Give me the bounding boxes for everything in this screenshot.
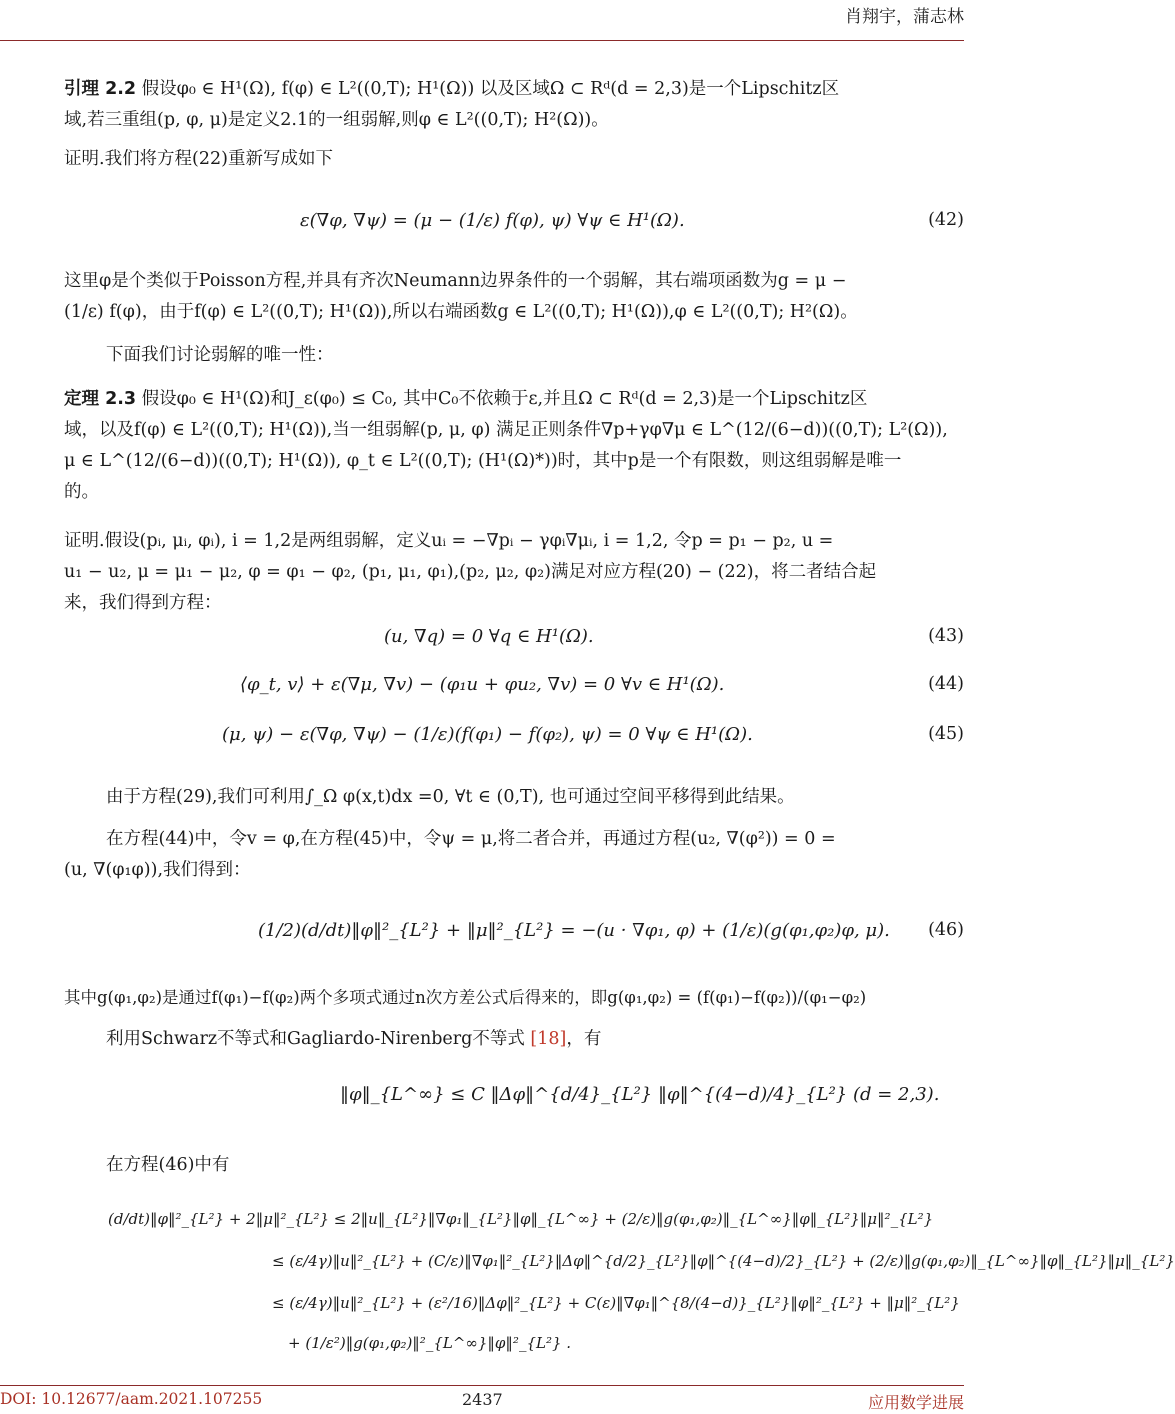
equation-45-number: (45) — [928, 724, 964, 744]
lemma-label: 引理 2.2 — [64, 79, 137, 99]
theorem-line-4: 的。 — [64, 482, 99, 502]
lemma-line-2: 域,若三重组(p, φ, μ)是定义2.1的一组弱解,则φ ∈ L²((0,T); H²(Ω))。 — [64, 110, 609, 130]
footer-rule — [0, 1385, 964, 1386]
gagliardo-text-end: ，有 — [566, 1029, 602, 1049]
lemma-2-2 — [64, 74, 964, 136]
theorem-line-2: 域，以及f(φ) ∈ L²((0,T); H¹(Ω)),当一组弱解(p, μ, φ) 满足正则条件∇p+γφ∇μ ∈ L^(12/(6−d))((0,T); L²(Ω)), — [64, 420, 948, 440]
theorem-label: 定理 2.3 — [64, 389, 137, 409]
inequality-chain-line-4: + (1/ε²)‖g(φ₁,φ₂)‖²_{L^∞}‖φ‖²_{L²} . — [288, 1334, 572, 1352]
theorem-line-3: μ ∈ L^(12/(6−d))((0,T); H¹(Ω)), φ_t ∈ L²((0,T); (H¹(Ω)*))时，其中p是一个有限数，则这组弱解是唯一 — [64, 451, 902, 471]
footer-doi[interactable]: DOI: 10.12677/aam.2021.107255 — [0, 1390, 263, 1408]
equation-46-number: (46) — [928, 920, 964, 940]
paragraph-translation: 由于方程(29),我们可利用∫_Ω φ(x,t)dx =0, ∀t ∈ (0,T), 也可通过空间平移得到此结果。 — [106, 787, 795, 807]
paragraph-g-definition: 其中g(φ₁,φ₂)是通过f(φ₁)−f(φ₂)两个多项式通过n次方差公式后得来的，即g(φ₁,φ₂) = (f(φ₁)−f(φ₂))/(φ₁−φ₂) — [64, 988, 867, 1007]
paragraph-in-eq-46: 在方程(46)中有 — [106, 1155, 230, 1175]
paragraph-combine-line-2: (u, ∇(φ₁φ)),我们得到： — [64, 860, 251, 880]
proof-1-intro: 证明.我们将方程(22)重新写成如下 — [64, 149, 333, 169]
inequality-chain-line-2: ≤ (ε/4γ)‖u‖²_{L²} + (C/ε)‖∇φ₁‖²_{L²}‖Δφ‖^{d/2}_{L²}‖φ‖^{(4−d)/2}_{L²} + (2/ε)‖g(φ₁,φ₂)‖_{L^∞}‖φ‖_{L²}‖μ‖_{L²} — [272, 1252, 1175, 1270]
equation-44-number: (44) — [928, 674, 964, 694]
running-head-authors: 肖翔宇，蒲志林 — [845, 7, 964, 27]
equation-43-number: (43) — [928, 626, 964, 646]
citation-18[interactable]: [18] — [530, 1029, 567, 1049]
paragraph-poisson-line-2: (1/ε) f(φ)，由于f(φ) ∈ L²((0,T); H¹(Ω)),所以右端函数g ∈ L²((0,T); H¹(Ω)),φ ∈ L²((0,T); H²(Ω)。 — [64, 302, 858, 322]
equation-44: ⟨φ_t, v⟩ + ε(∇μ, ∇v) − (φ₁u + φu₂, ∇v) = 0 ∀v ∈ H¹(Ω). — [240, 674, 725, 695]
equation-43: (u, ∇q) = 0 ∀q ∈ H¹(Ω). — [384, 626, 594, 647]
header-rule — [0, 40, 964, 41]
paragraph-poisson — [64, 266, 964, 328]
page-number: 2437 — [462, 1390, 503, 1409]
paragraph-combine-line-1: 在方程(44)中，令v = φ,在方程(45)中，令ψ = μ,将二者合并，再通过方程(u₂, ∇(φ²)) = 0 = — [106, 829, 836, 849]
proof-2-line-1: 证明.假设(pᵢ, μᵢ, φᵢ), i = 1,2是两组弱解，定义uᵢ = −∇pᵢ − γφᵢ∇μᵢ, i = 1,2, 令p = p₁ − p₂, u = — [64, 531, 834, 551]
paragraph-uniqueness-intro: 下面我们讨论弱解的唯一性： — [106, 345, 334, 365]
equation-45: (μ, ψ) − ε(∇φ, ∇ψ) − (1/ε)(f(φ₁) − f(φ₂), ψ) = 0 ∀ψ ∈ H¹(Ω). — [222, 724, 753, 745]
lemma-line-1 — [64, 74, 964, 105]
gagliardo-inequality: ‖φ‖_{L^∞} ≤ C ‖Δφ‖^{d/4}_{L²} ‖φ‖^{(4−d)/4}_{L²} (d = 2,3). — [340, 1084, 940, 1105]
proof-2-line-3: 来，我们得到方程： — [64, 593, 222, 613]
paragraph-gagliardo — [64, 1024, 964, 1055]
paragraph-combine — [64, 824, 964, 886]
theorem-text-1: 假设φ₀ ∈ H¹(Ω)和J_ε(φ₀) ≤ C₀, 其中C₀不依赖于ε,并且Ω ⊂ Rᵈ(d = 2,3)是一个Lipschitz区 — [141, 389, 868, 409]
gagliardo-text: 利用Schwarz不等式和Gagliardo-Nirenberg不等式 — [106, 1029, 531, 1049]
equation-42-number: (42) — [928, 210, 964, 230]
equation-42: ε(∇φ, ∇ψ) = (μ − (1/ε) f(φ), ψ) ∀ψ ∈ H¹(Ω). — [300, 210, 685, 231]
footer-journal: 应用数学进展 — [867, 1393, 964, 1412]
theorem-line-1 — [64, 384, 964, 415]
paragraph-poisson-line-1: 这里φ是个类似于Poisson方程,并具有齐次Neumann边界条件的一个弱解，其右端项函数为g = μ − — [64, 271, 847, 291]
inequality-chain-line-1: (d/dt)‖φ‖²_{L²} + 2‖μ‖²_{L²} ≤ 2‖u‖_{L²}‖∇φ₁‖_{L²}‖φ‖_{L^∞} + (2/ε)‖g(φ₁,φ₂)‖_{L^∞}‖φ‖_{L²}‖μ‖²_{L²} — [108, 1210, 934, 1228]
equation-46: (1/2)(d/dt)‖φ‖²_{L²} + ‖μ‖²_{L²} = −(u · ∇φ₁, φ) + (1/ε)(g(φ₁,φ₂)φ, μ). — [258, 920, 890, 941]
proof-2-line-2: u₁ − u₂, μ = μ₁ − μ₂, φ = φ₁ − φ₂, (p₁, μ₁, φ₁),(p₂, μ₂, φ₂)满足对应方程(20) − (22)，将二者结合起 — [64, 562, 877, 582]
proof-2 — [64, 526, 964, 619]
inequality-chain-line-3: ≤ (ε/4γ)‖u‖²_{L²} + (ε²/16)‖Δφ‖²_{L²} + C(ε)‖∇φ₁‖^{8/(4−d)}_{L²}‖φ‖²_{L²} + ‖μ‖²_{L²} — [272, 1294, 960, 1312]
theorem-2-3 — [64, 384, 964, 508]
lemma-text-1: 假设φ₀ ∈ H¹(Ω), f(φ) ∈ L²((0,T); H¹(Ω)) 以及区域Ω ⊂ Rᵈ(d = 2,3)是一个Lipschitz区 — [141, 79, 840, 99]
